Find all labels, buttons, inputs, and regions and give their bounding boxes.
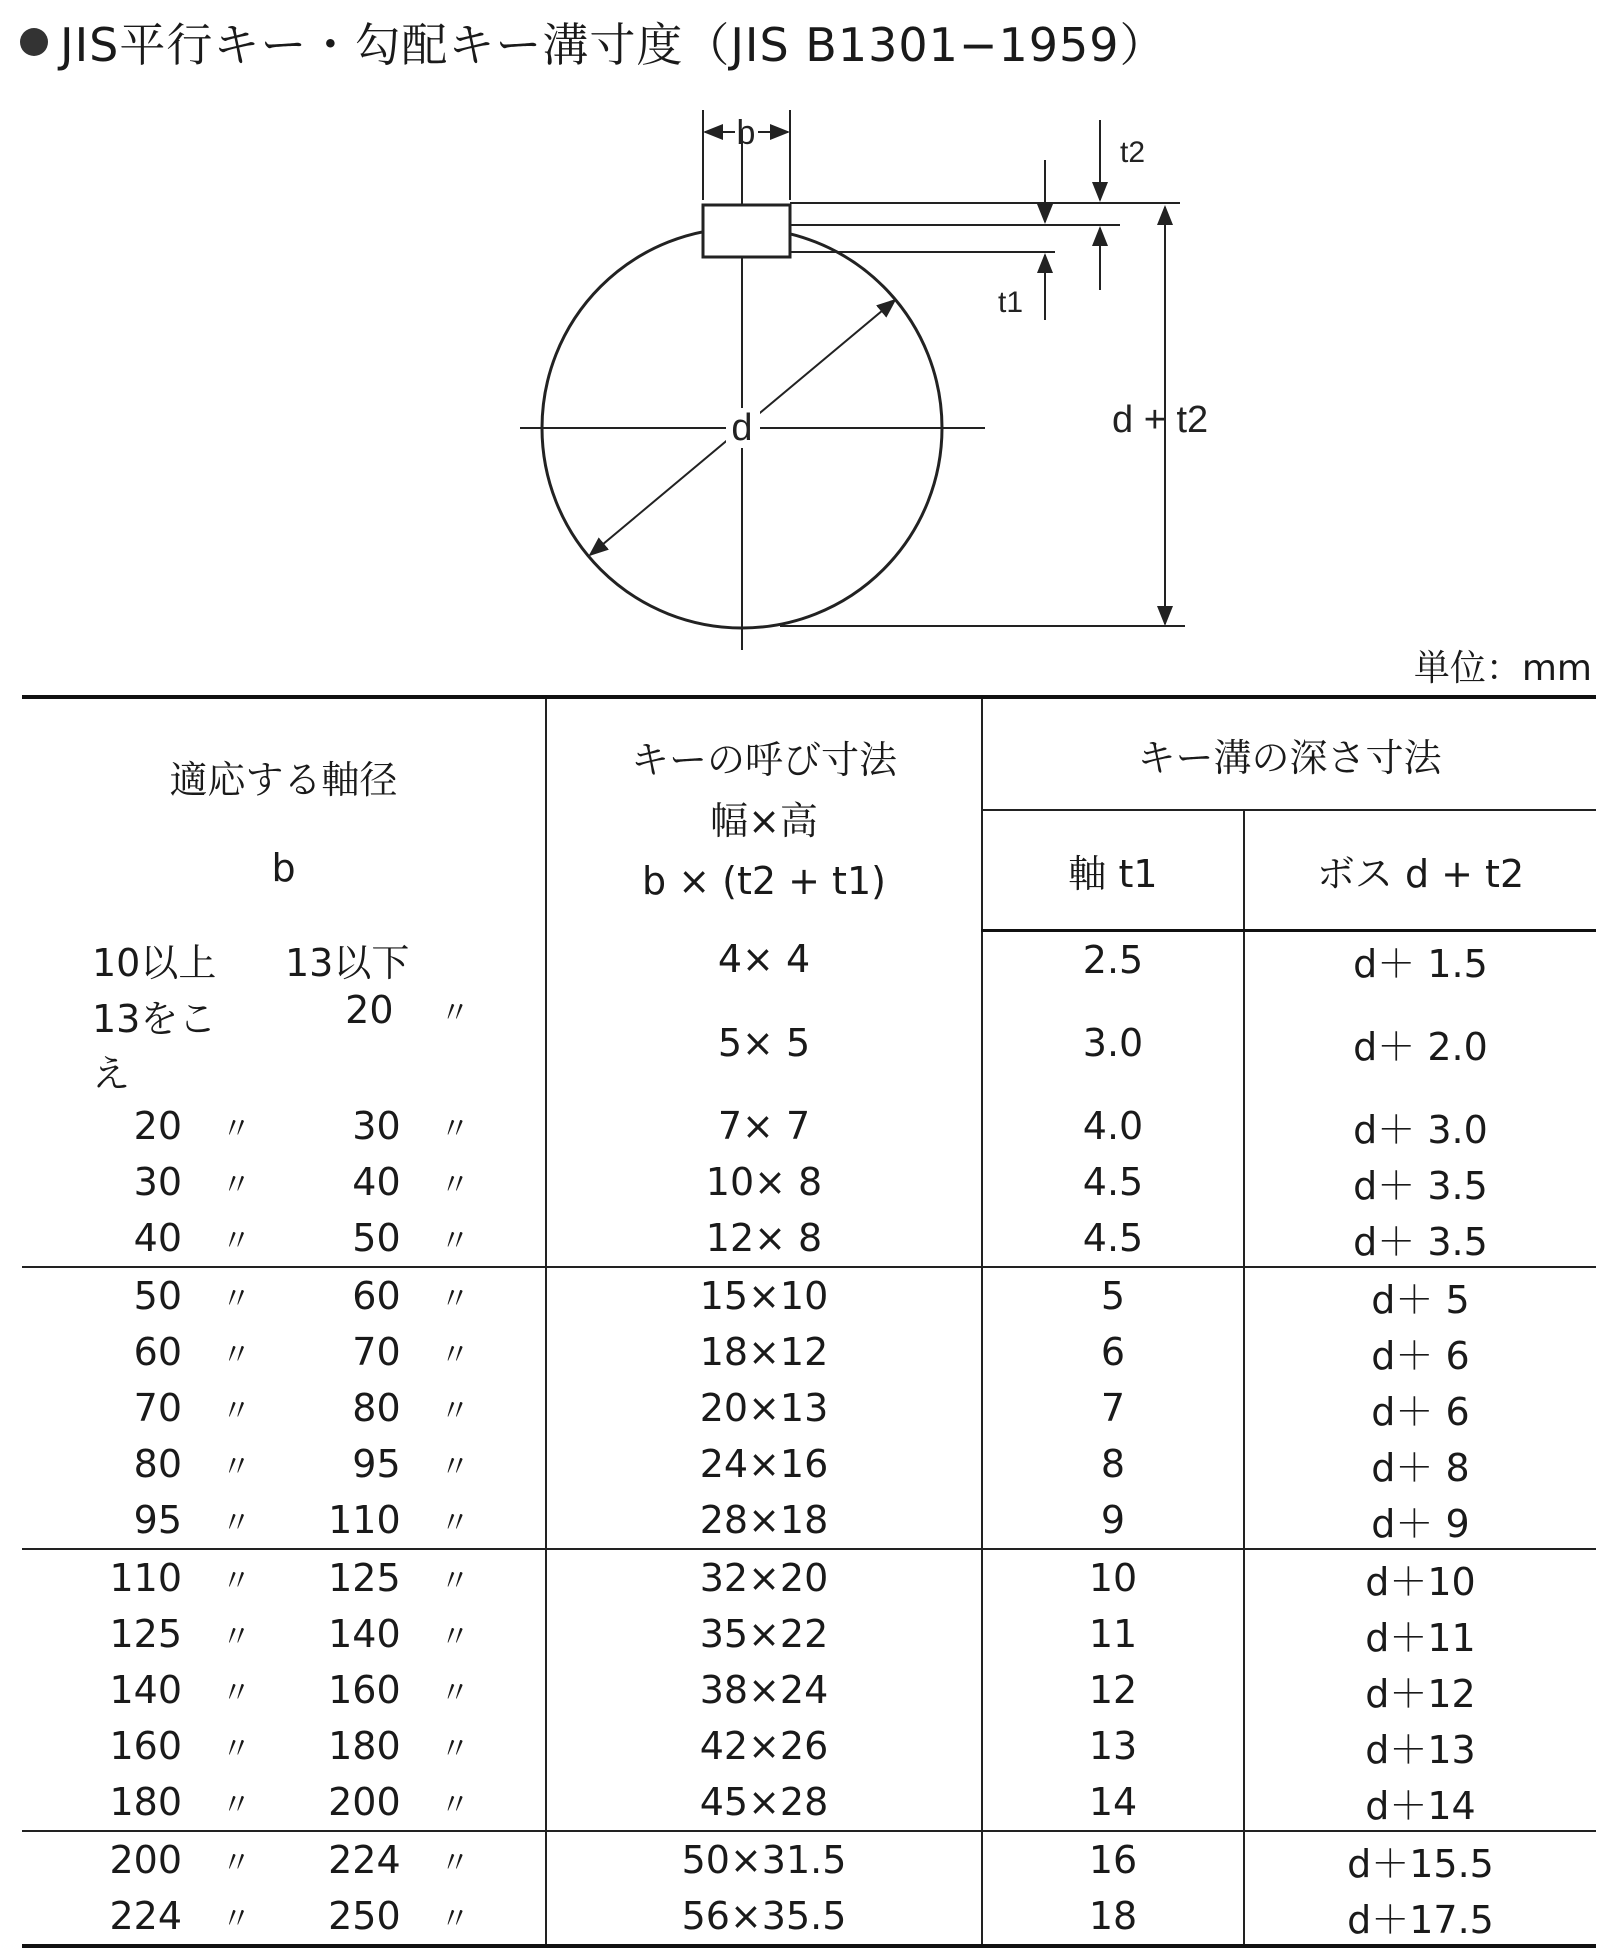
cell-shaft-range [22, 1718, 546, 1774]
cell-boss: d＋17.5 [1347, 1897, 1494, 1942]
ditto-mark: 〃 [439, 1732, 470, 1767]
shaft-from: 125 [109, 1612, 182, 1656]
shaft-to: 250 [328, 1894, 401, 1938]
shaft-to: 95 [352, 1442, 401, 1486]
ditto-mark: 〃 [439, 1620, 470, 1655]
cell-shaft-range [22, 931, 546, 989]
cell-axis-t1: 4.5 [982, 1154, 1244, 1210]
cell-axis-t1: 2.5 [982, 931, 1244, 989]
ditto-mark: 〃 [221, 1902, 252, 1937]
header-groove: キー溝の深さ寸法 [1137, 735, 1442, 780]
page-title-block [20, 12, 1167, 72]
ditto-mark: 〃 [221, 1732, 252, 1767]
cell-shaft-range [22, 1210, 546, 1267]
shaft-to: 13以下 [285, 940, 410, 985]
cell-boss: d＋ 6 [1371, 1333, 1470, 1378]
cell-boss: d＋ 9 [1244, 1492, 1596, 1549]
table-row [22, 1154, 1596, 1210]
table-row [22, 988, 1596, 1098]
table-body [22, 931, 1596, 1947]
shaft-to: 110 [328, 1498, 401, 1542]
shaft-from: 60 [133, 1330, 182, 1374]
cell-key-size: 42×26 [546, 1718, 982, 1774]
cell-shaft-range [22, 1267, 546, 1324]
ditto-mark: 〃 [221, 1224, 252, 1259]
shaft-from: 224 [109, 1894, 182, 1938]
shaft-from: 110 [109, 1556, 182, 1600]
label-t2: t2 [1120, 136, 1146, 169]
shaft-to: 224 [328, 1838, 401, 1882]
header-key [546, 697, 982, 931]
cell-key-size: 28×18 [546, 1492, 982, 1549]
cell-axis-t1: 9 [982, 1492, 1244, 1549]
cell-boss: d＋10 [1365, 1559, 1476, 1604]
cell-key-size: 12× 8 [546, 1210, 982, 1267]
table-row [22, 1662, 1596, 1718]
ditto-mark: 〃 [221, 1282, 252, 1317]
cell-key-size: 20×13 [546, 1380, 982, 1436]
cell-axis-t1: 4.0 [982, 1098, 1244, 1154]
cell-axis-t1: 5 [982, 1267, 1244, 1324]
cell-boss: d＋15.5 [1347, 1841, 1494, 1886]
table-row [22, 1888, 1596, 1946]
ditto-mark: 〃 [221, 1394, 252, 1429]
header-shaft-label: 適応する軸径 [169, 758, 398, 802]
shaft-to: 30 [352, 1104, 401, 1148]
shaft-from: 140 [109, 1668, 182, 1712]
cell-axis-t1: 16 [982, 1831, 1244, 1888]
cell-boss: d＋13 [1365, 1727, 1476, 1772]
shaft-from: 20 [133, 1104, 182, 1148]
label-d: d [731, 407, 753, 449]
ditto-mark: 〃 [221, 1788, 252, 1823]
header-key-sub1: 幅×高 [710, 799, 818, 843]
cell-boss: d＋14 [1244, 1774, 1596, 1831]
cell-boss: d＋ 8 [1371, 1445, 1470, 1490]
page-title: JIS平行キー・勾配キー溝寸度（JIS B1301−1959） [60, 18, 1167, 72]
ditto-mark: 〃 [439, 1902, 470, 1937]
cell-axis-t1: 14 [982, 1774, 1244, 1831]
shaft-from: 95 [133, 1498, 182, 1542]
shaft-to: 200 [328, 1780, 401, 1824]
cell-boss: d＋ 6 [1371, 1389, 1470, 1434]
table-row [22, 1098, 1596, 1154]
ditto-mark: 〃 [439, 1112, 470, 1147]
shaft-from: 80 [133, 1442, 182, 1486]
table-row [22, 1380, 1596, 1436]
cell-key-size: 7× 7 [546, 1098, 982, 1154]
cell-axis-t1: 7 [982, 1380, 1244, 1436]
shaft-to: 140 [328, 1612, 401, 1656]
cell-key-size: 56×35.5 [546, 1888, 982, 1946]
cell-axis-t1: 13 [982, 1718, 1244, 1774]
header-shaft [22, 697, 546, 931]
cell-axis-t1: 3.0 [982, 988, 1244, 1098]
cell-key-size: 24×16 [546, 1436, 982, 1492]
ditto-mark: 〃 [221, 1506, 252, 1541]
table-row [22, 1492, 1596, 1549]
cell-shaft-range [22, 1492, 546, 1549]
ditto-mark: 〃 [221, 1112, 252, 1147]
cell-boss: d＋11 [1365, 1615, 1476, 1660]
table-row [22, 1324, 1596, 1380]
bullet-icon [20, 28, 48, 56]
shaft-to: 20 [345, 988, 394, 1032]
shaft-from: 13をこえ [92, 997, 217, 1096]
key-rect [703, 205, 790, 257]
cell-boss: d＋ 1.5 [1353, 941, 1488, 986]
cell-shaft-range [22, 1436, 546, 1492]
cell-key-size: 4× 4 [546, 931, 982, 989]
table-row [22, 1436, 1596, 1492]
ditto-mark: 〃 [439, 1564, 470, 1599]
cell-shaft-range [22, 1606, 546, 1662]
header-axis: 軸 t1 [982, 810, 1244, 931]
ditto-mark: 〃 [439, 1676, 470, 1711]
cell-key-size: 5× 5 [546, 988, 982, 1098]
cell-key-size: 32×20 [546, 1549, 982, 1606]
shaft-to: 40 [352, 1160, 401, 1204]
cell-axis-t1: 18 [982, 1888, 1244, 1946]
ditto-mark: 〃 [221, 1846, 252, 1881]
ditto-mark: 〃 [440, 996, 470, 1031]
cell-boss: d＋ 3.0 [1353, 1107, 1488, 1152]
ditto-mark: 〃 [439, 1338, 470, 1373]
cell-key-size: 45×28 [546, 1774, 982, 1831]
cell-boss: d＋ 3.5 [1244, 1210, 1596, 1267]
shaft-to: 160 [328, 1668, 401, 1712]
table-row [22, 1267, 1596, 1324]
ditto-mark: 〃 [439, 1224, 470, 1259]
ditto-mark: 〃 [439, 1450, 470, 1485]
shaft-from: 30 [133, 1160, 182, 1204]
header-key-sub2: b × (t2 + t1) [642, 859, 886, 903]
cell-boss: d＋ 5 [1371, 1277, 1470, 1322]
table-row [22, 1606, 1596, 1662]
table-row [22, 1718, 1596, 1774]
cell-key-size: 35×22 [546, 1606, 982, 1662]
cell-axis-t1: 8 [982, 1436, 1244, 1492]
header-key-label: キーの呼び寸法 [630, 738, 897, 782]
cell-axis-t1: 12 [982, 1662, 1244, 1718]
label-t1: t1 [998, 286, 1024, 319]
cell-key-size: 10× 8 [546, 1154, 982, 1210]
cell-shaft-range [22, 1774, 546, 1831]
cell-axis-t1: 4.5 [982, 1210, 1244, 1267]
shaft-from: 50 [133, 1274, 182, 1318]
shaft-from: 10以上 [92, 940, 217, 985]
cell-boss: d＋ 2.0 [1353, 1024, 1488, 1069]
ditto-mark: 〃 [221, 1676, 252, 1711]
cell-shaft-range [22, 1831, 546, 1888]
cell-axis-t1: 10 [982, 1549, 1244, 1606]
cell-axis-t1: 6 [982, 1324, 1244, 1380]
cell-axis-t1: 11 [982, 1606, 1244, 1662]
table-row [22, 931, 1596, 989]
ditto-mark: 〃 [221, 1564, 252, 1599]
cell-key-size: 38×24 [546, 1662, 982, 1718]
cell-shaft-range [22, 1324, 546, 1380]
shaft-from: 180 [109, 1780, 182, 1824]
cell-key-size: 18×12 [546, 1324, 982, 1380]
ditto-mark: 〃 [221, 1338, 252, 1373]
keyway-table [22, 695, 1596, 1948]
table-row [22, 1210, 1596, 1267]
ditto-mark: 〃 [439, 1788, 470, 1823]
cell-boss: d＋ 3.5 [1353, 1163, 1488, 1208]
cell-key-size: 50×31.5 [546, 1831, 982, 1888]
label-b: b [736, 114, 756, 152]
shaft-to: 50 [352, 1216, 401, 1260]
shaft-to: 80 [352, 1386, 401, 1430]
ditto-mark: 〃 [439, 1282, 470, 1317]
shaft-from: 70 [133, 1386, 182, 1430]
header-boss: ボス d + t2 [1244, 810, 1596, 931]
keyway-diagram [0, 90, 1622, 650]
shaft-to: 70 [352, 1330, 401, 1374]
shaft-from: 160 [109, 1724, 182, 1768]
shaft-to: 180 [328, 1724, 401, 1768]
cell-shaft-range [22, 1662, 546, 1718]
cell-shaft-range [22, 1380, 546, 1436]
ditto-mark: 〃 [439, 1394, 470, 1429]
cell-shaft-range [22, 1888, 546, 1946]
ditto-mark: 〃 [439, 1168, 470, 1203]
table-row [22, 1831, 1596, 1888]
shaft-from: 200 [109, 1838, 182, 1882]
cell-shaft-range [22, 1549, 546, 1606]
ditto-mark: 〃 [439, 1506, 470, 1541]
cell-key-size: 15×10 [546, 1267, 982, 1324]
unit-label: 単位：mm [1413, 648, 1592, 689]
cell-shaft-range [22, 1098, 546, 1154]
ditto-mark: 〃 [221, 1168, 252, 1203]
ditto-mark: 〃 [221, 1620, 252, 1655]
shaft-to: 60 [352, 1274, 401, 1318]
cell-shaft-range [22, 1154, 546, 1210]
shaft-to: 125 [328, 1556, 401, 1600]
table-row [22, 1549, 1596, 1606]
ditto-mark: 〃 [221, 1450, 252, 1485]
table-row [22, 1774, 1596, 1831]
ditto-mark: 〃 [439, 1846, 470, 1881]
cell-boss: d＋12 [1365, 1671, 1476, 1716]
header-shaft-sub: b [271, 846, 296, 890]
shaft-from: 40 [133, 1216, 182, 1260]
label-d-t2: d + t2 [1112, 399, 1209, 441]
cell-shaft-range [22, 988, 546, 1098]
